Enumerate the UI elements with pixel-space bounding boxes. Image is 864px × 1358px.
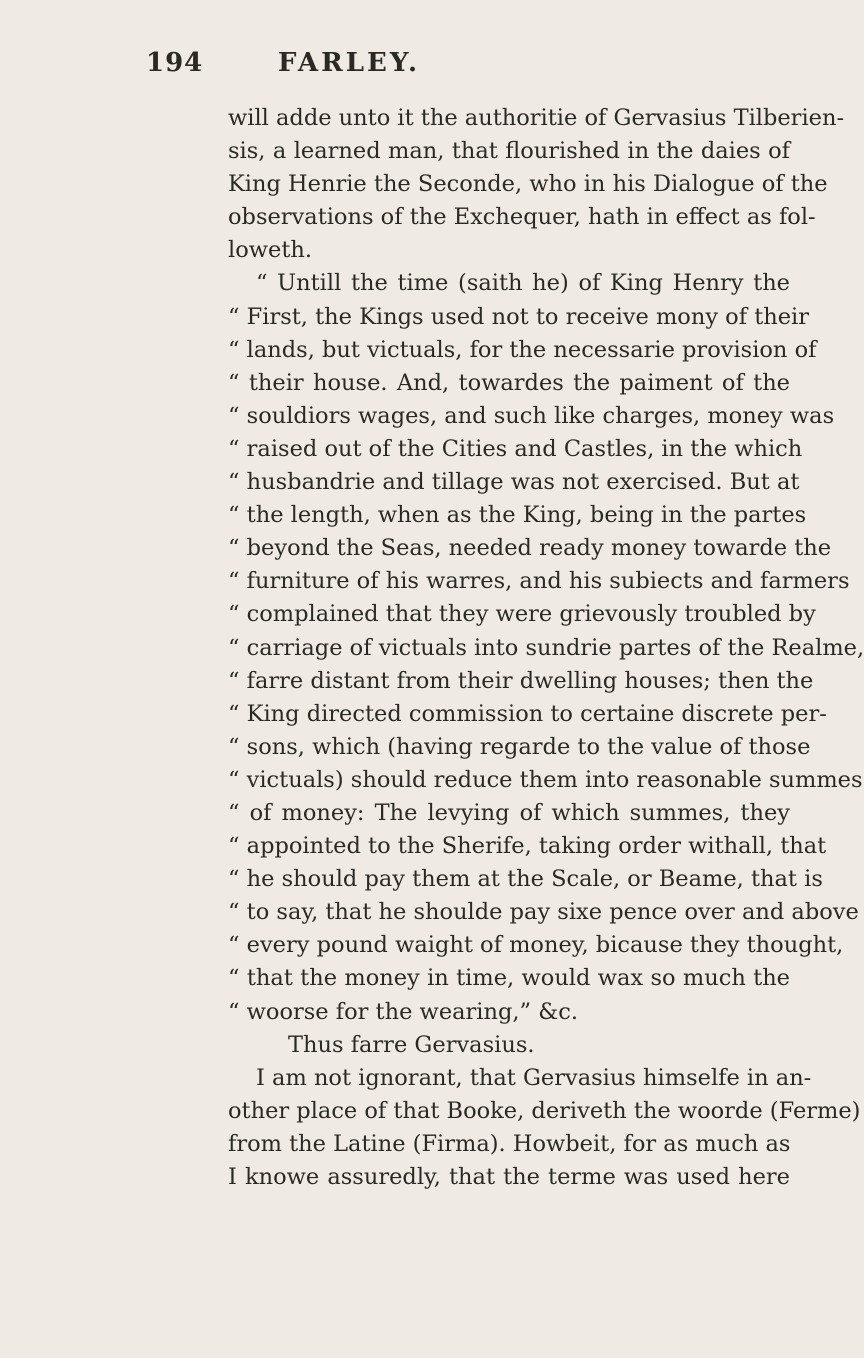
quote-line: “ King directed commission to certaine discrete per- bbox=[228, 700, 827, 727]
quote-line: “ furniture of his warres, and his subiects and farmers bbox=[228, 568, 850, 595]
quote-line: “ victuals) should reduce them into reasonable summes bbox=[228, 766, 863, 793]
text-line: I knowe assuredly, that the terme was used here bbox=[228, 1164, 790, 1190]
text-line: King Henrie the Seconde, who in his Dialogue of the bbox=[228, 171, 828, 198]
quote-line: “ sons, which (having regarde to the value of those bbox=[228, 733, 811, 760]
quote-line: “ the length, when as the King, being in the partes bbox=[228, 502, 807, 529]
text-line: from the Latine (Firma). Howbeit, for as much as bbox=[228, 1130, 791, 1157]
quote-line: “ souldiors wages, and such like charges, money was bbox=[228, 402, 835, 429]
text-line: sis, a learned man, that flourished in the daies of bbox=[228, 138, 790, 165]
quote-line: “ farre distant from their dwelling houses; then the bbox=[228, 667, 814, 694]
text-line: will adde unto it the authoritie of Gervasius Tilberien- bbox=[228, 105, 845, 131]
page-number: 194 bbox=[146, 48, 204, 78]
quote-line: “ their house. And, towardes the paiment of the bbox=[228, 369, 790, 396]
attribution-line: Thus farre Gervasius. bbox=[288, 1031, 535, 1058]
quote-line: “ of money: The levying of which summes, they bbox=[228, 799, 790, 826]
quote-line: “ complained that they were grievously troubled by bbox=[228, 601, 816, 628]
quote-line: “ carriage of victuals into sundrie partes of the Realme, bbox=[228, 634, 864, 661]
text-line: I am not ignorant, that Gervasius himselfe in an- bbox=[256, 1064, 812, 1091]
quote-line: “ husbandrie and tillage was not exercised. But at bbox=[228, 469, 800, 496]
quote-line: “ raised out of the Cities and Castles, in the which bbox=[228, 435, 803, 462]
quote-line: “ he should pay them at the Scale, or Beame, that is bbox=[228, 866, 823, 893]
quote-line: “ that the money in time, would wax so much the bbox=[228, 965, 790, 992]
running-head: FARLEY. bbox=[278, 48, 421, 78]
quote-line: “ First, the Kings used not to receive mony of their bbox=[228, 303, 810, 330]
body-text bbox=[228, 102, 864, 1194]
text-line: other place of that Booke, deriveth the woorde (Ferme) bbox=[228, 1097, 861, 1124]
quote-line: “ beyond the Seas, needed ready money towarde the bbox=[228, 535, 832, 562]
quote-line: “ woorse for the wearing,” &c. bbox=[228, 998, 578, 1025]
text-line: loweth. bbox=[228, 237, 313, 264]
quote-line: “ lands, but victuals, for the necessarie provision of bbox=[228, 336, 817, 363]
quote-line: “ appointed to the Sherife, taking order withall, that bbox=[228, 833, 827, 860]
quote-line: “ Untill the time (saith he) of King Henry the bbox=[256, 270, 790, 297]
text-line: observations of the Exchequer, hath in effect as fol- bbox=[228, 204, 816, 231]
quote-line: “ to say, that he shoulde pay sixe pence over and above bbox=[228, 899, 859, 926]
quote-line: “ every pound waight of money, bicause they thought, bbox=[228, 932, 844, 959]
